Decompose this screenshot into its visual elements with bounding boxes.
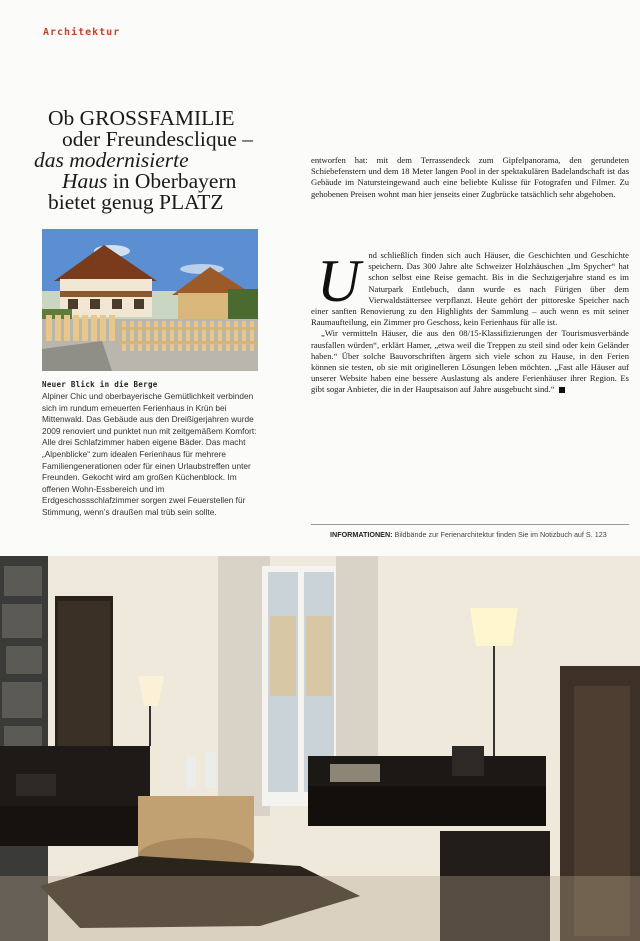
house-illustration bbox=[42, 229, 258, 371]
house-photo bbox=[42, 229, 258, 371]
headline-line-5: bietet genug PLATZ bbox=[48, 190, 224, 214]
article-paragraph-3-text: „Wir vermitteln Häuser, die aus den 08/15-Klassifizierungen der Tourismusverbände rausfallen würden“, erklärt Hamer, „etwa weil die Treppen zu steil sind oder kein Geländer haben.“ Über solche Bauvorschriften ärgern sich viele schon zu Hause, in den Ferien können sie testen, ob sie mit originelleren Lösungen leben möchten. „Fast alle Häuser auf unserer Website haben eine bessere Auslastung als andere Ferienhäuser ihrer Region. Es gibt sogar Anbieter, die in der Hauptsaison auf Jahre ausgebucht sind.“ bbox=[311, 328, 629, 395]
article-column-top bbox=[311, 155, 629, 200]
info-line bbox=[330, 530, 607, 539]
section-label: Architektur bbox=[43, 27, 121, 38]
article-paragraph-3 bbox=[311, 328, 629, 395]
headline-italic: das modernisierte bbox=[34, 148, 189, 172]
headline-line-2: oder Freundesclique – bbox=[62, 127, 254, 151]
caption-heading: Neuer Blick in die Berge bbox=[42, 380, 158, 389]
headline-line-4-rest: in Oberbayern bbox=[107, 169, 237, 193]
info-text: Bildbände zur Ferienarchitektur finden Sie im Notizbuch auf S. 123 bbox=[392, 530, 607, 539]
end-mark-icon bbox=[559, 387, 565, 393]
caption-text: Alpiner Chic und oberbayerische Gemütlichkeit verbinden sich im rundum erneuerten Ferienhaus in Krün bei Mittenwald. Das Gebäude aus den Dreißigerjahren wurde 2009 renoviert und punktet nun mit zeitgemäßem Komfort: Alle drei Schlafzimmer haben eigene Bäder. Das macht „Alpenblicke“ zum idealen Ferienhaus für mehrere Familiengenerationen oder für einen Urlaubstreffen unter Freunden. Gekocht wird am großen Küchenblock. Im offenen Wohn-Essbereich und im Erdgeschossschlafzimmer sorgen zwei Feuerstellen für Stimmung, wenn’s draußen mal trüb sein sollte. bbox=[42, 391, 257, 517]
headline-line-4 bbox=[34, 171, 284, 192]
article-paragraph-2-text: nd schließlich finden sich auch Häuser, die Geschichten und Geschichte speichern. Das 300 Jahre alte Schweizer Holzhäuschen „Im Spycher“ hat schon selbst eine Reise gemacht. Bis in die Sechzigerjahre stand es im Naturpark Entlebuch, dann wurde es nach Fürigen über dem Vierwaldstättersee verpflanzt. Heute gehört der pittoreske Speicher nach einer sanften Renovierung zu den Highlights der Sammlung – auch wenn es mit seiner Raumaufteilung, ein Zimmer pro Geschoss, kein Ferienhaus für alle ist. bbox=[311, 250, 629, 328]
headline-line-3 bbox=[34, 150, 284, 171]
headline-italic-haus: Haus bbox=[62, 169, 108, 193]
living-room-illustration bbox=[0, 556, 640, 941]
article-column-bottom bbox=[311, 250, 629, 396]
living-room-photo bbox=[0, 556, 640, 941]
info-label: INFORMATIONEN: bbox=[330, 530, 393, 539]
headline-line-1: Ob GROSSFAMILIE bbox=[48, 106, 235, 130]
article-paragraph-2 bbox=[311, 250, 629, 328]
info-divider bbox=[311, 524, 629, 525]
headline bbox=[34, 108, 284, 213]
drop-cap: U bbox=[317, 248, 361, 314]
article-paragraph-1: entworfen hat: mit dem Terrassendeck zum Gipfelpanorama, den gerundeten Schiebefenstern und dem 18 Meter langen Pool in der spektakulären Badelandschaft ist das Gebäude im Natursteingewand auch eine beliebte Kulisse für Fotografen und Filmer. Zu gehobenen Preisen wohnt man hier jenseits einer Zugbrücke tatsächlich sehr abgehoben. bbox=[311, 155, 629, 199]
